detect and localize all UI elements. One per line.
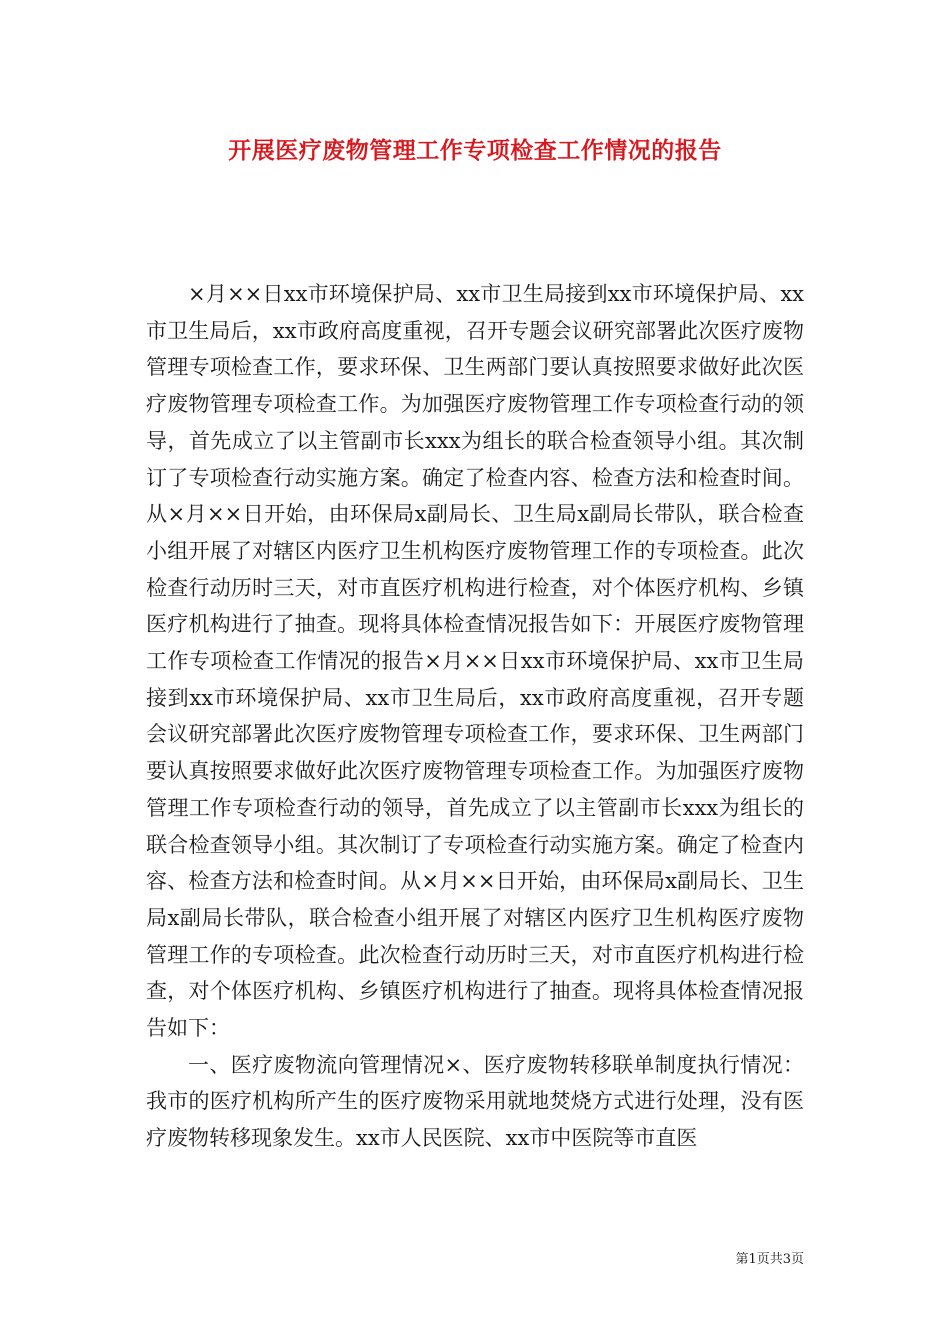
document-title: 开展医疗废物管理工作专项检查工作情况的报告	[228, 137, 722, 164]
page-number: 第1页共3页	[735, 1252, 804, 1267]
document-body	[146, 276, 804, 1157]
paragraph-section-one: 一、医疗废物流向管理情况×、医疗废物转移联单制度执行情况：我市的医疗机构所产生的医疗废物采用就地焚烧方式进行处理，没有医疗废物转移现象发生。xx市人民医院、xx市中医院等市直医	[146, 1052, 804, 1151]
paragraph-intro: ×月××日xx市环境保护局、xx市卫生局接到xx市环境保护局、xx市卫生局后，xx市政府高度重视，召开专题会议研究部署此次医疗废物管理专项检查工作，要求环保、卫生两部门要认真按照要求做好此次医疗废物管理专项检查工作。为加强医疗废物管理工作专项检查行动的领导，首先成立了以主管副市长xxx为组长的联合检查领导小组。其次制订了专项检查行动实施方案。确定了检查内容、检查方法和检查时间。从×月××日开始，由环保局x副局长、卫生局x副局长带队，联合检查小组开展了对辖区内医疗卫生机构医疗废物管理工作的专项检查。此次检查行动历时三天，对市直医疗机构进行检查，对个体医疗机构、乡镇医疗机构进行了抽查。现将具体检查情况报告如下：开展医疗废物管理工作专项检查工作情况的报告×月××日xx市环境保护局、xx市卫生局接到xx市环境保护局、xx市卫生局后，xx市政府高度重视，召开专题会议研究部署此次医疗废物管理专项检查工作，要求环保、卫生两部门要认真按照要求做好此次医疗废物管理专项检查工作。为加强医疗废物管理工作专项检查行动的领导，首先成立了以主管副市长xxx为组长的联合检查领导小组。其次制订了专项检查行动实施方案。确定了检查内容、检查方法和检查时间。从×月××日开始，由环保局x副局长、卫生局x副局长带队，联合检查小组开展了对辖区内医疗卫生机构医疗废物管理工作的专项检查。此次检查行动历时三天，对市直医疗机构进行检查，对个体医疗机构、乡镇医疗机构进行了抽查。现将具体检查情况报告如下：	[146, 282, 804, 1041]
